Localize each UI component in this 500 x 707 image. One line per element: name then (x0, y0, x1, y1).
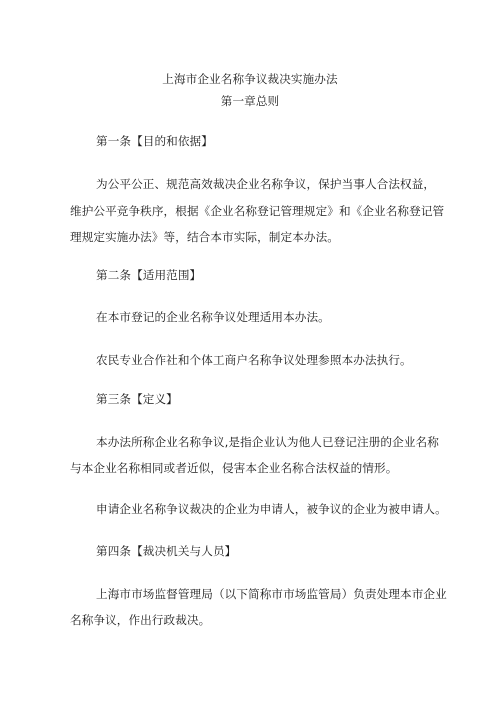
article-heading: 第四条【裁决机关与人员】 (96, 544, 237, 558)
paragraph-line: 为公平公正、规范高效裁决企业名称争议，保护当事人合法权益， (96, 177, 436, 191)
article-heading: 第三条【定义】 (96, 392, 178, 406)
article-heading: 第一条【目的和依据】 (96, 134, 213, 148)
paragraph-line: 上海市市场监督管理局（以下简称市市场监管局）负责处理本市企业 (96, 587, 447, 601)
chapter-heading: 第一章总则 (220, 94, 280, 108)
paragraph-line: 名称争议，作出行政裁决。 (70, 613, 211, 627)
paragraph-line: 农民专业合作社和个体工商户名称争议处理参照本办法执行。 (96, 353, 412, 367)
document-title: 上海市企业名称争议裁决实施办法 (162, 72, 338, 86)
paragraph-line: 本办法所称企业名称争议,是指企业认为他人已登记注册的企业名称 (96, 435, 439, 449)
paragraph-line: 在本市登记的企业名称争议处理适用本办法。 (96, 310, 330, 324)
paragraph-line: 理规定实施办法》等，结合本市实际，制定本办法。 (70, 230, 339, 244)
paragraph-line: 与本企业名称相同或者近似，侵害本企业名称合法权益的情形。 (70, 461, 398, 475)
paragraph-line: 申请企业名称争议裁决的企业为申请人，被争议的企业为被申请人。 (96, 502, 447, 516)
paragraph-line: 维护公平竞争秩序，根据《企业名称登记管理规定》和《企业名称登记管 (70, 204, 445, 218)
article-heading: 第二条【适用范围】 (96, 268, 202, 282)
